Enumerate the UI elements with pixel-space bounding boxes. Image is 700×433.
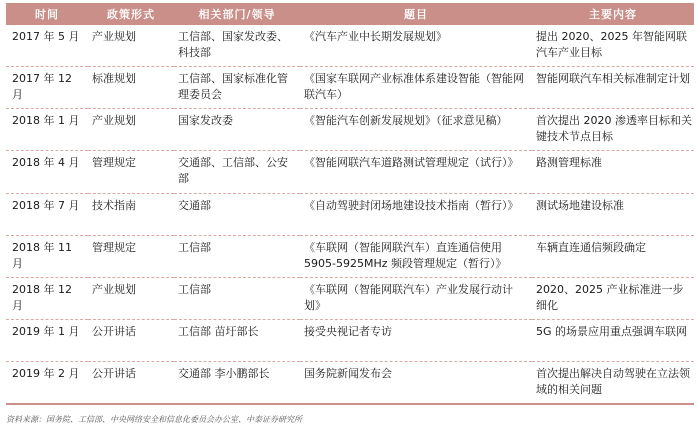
cell-department: 工信部、国家标准化管理委员会 (174, 67, 300, 109)
table-row (6, 236, 694, 278)
cell-title: 《车联网（智能网联汽车）直连通信使用 5905-5925MHz 频段管理规定（暂行）》 (300, 236, 532, 278)
cell-title: 接受央视记者专访 (300, 320, 532, 362)
table-row (6, 109, 694, 151)
cell-time: 2019 年 2 月 (6, 362, 88, 405)
table-header-row (6, 3, 694, 25)
cell-time: 2017 年 5 月 (6, 25, 88, 67)
policy-table (6, 3, 694, 405)
table-row (6, 278, 694, 320)
cell-main-content: 提出 2020、2025 年智能网联汽车产业目标 (532, 25, 694, 67)
table-row (6, 320, 694, 362)
table-row (6, 362, 694, 405)
header-policy-form: 政策形式 (88, 3, 174, 25)
cell-policy-form: 公开讲话 (88, 320, 174, 362)
cell-policy-form: 产业规划 (88, 278, 174, 320)
cell-department: 交通部、工信部、公安部 (174, 151, 300, 194)
cell-department: 国家发改委 (174, 109, 300, 151)
cell-title: 《国家车联网产业标准体系建设智能（智能网联汽车） (300, 67, 532, 109)
cell-department: 工信部 (174, 278, 300, 320)
table-row (6, 194, 694, 236)
cell-time: 2018 年 4 月 (6, 151, 88, 194)
table-row (6, 67, 694, 109)
cell-title: 《自动驾驶封闭场地建设技术指南（暂行）》 (300, 194, 532, 236)
header-time: 时间 (6, 3, 88, 25)
cell-department: 工信部 (174, 236, 300, 278)
cell-department: 工信部、国家发改委、科技部 (174, 25, 300, 67)
cell-main-content: 首次提出 2020 渗透率目标和关键技术节点目标 (532, 109, 694, 151)
cell-main-content: 车辆直连通信频段确定 (532, 236, 694, 278)
cell-title: 《智能汽车创新发展规划》（征求意见稿） (300, 109, 532, 151)
cell-department: 交通部 李小鹏部长 (174, 362, 300, 405)
source-note: 资料来源：国务院、工信部、中央网络安全和信息化委员会办公室、中泰证券研究所 (6, 415, 302, 424)
cell-main-content: 2020、2025 产业标准进一步细化 (532, 278, 694, 320)
cell-main-content: 5G 的场景应用重点强调车联网 (532, 320, 694, 362)
table-row (6, 25, 694, 67)
cell-time: 2018 年 12 月 (6, 278, 88, 320)
cell-main-content: 智能网联汽车相关标准制定计划 (532, 67, 694, 109)
cell-policy-form: 产业规划 (88, 109, 174, 151)
cell-department: 工信部 苗圩部长 (174, 320, 300, 362)
header-department: 相关部门/领导 (174, 3, 300, 25)
cell-title: 《智能网联汽车道路测试管理规定（试行）》 (300, 151, 532, 194)
cell-policy-form: 管理规定 (88, 236, 174, 278)
cell-time: 2017 年 12 月 (6, 67, 88, 109)
cell-main-content: 首次提出解决自动驾驶在立法领域的相关问题 (532, 362, 694, 405)
table-row (6, 151, 694, 194)
cell-title: 《车联网（智能网联汽车）产业发展行动计划》 (300, 278, 532, 320)
cell-time: 2018 年 11 月 (6, 236, 88, 278)
cell-main-content: 路测管理标准 (532, 151, 694, 194)
cell-policy-form: 产业规划 (88, 25, 174, 67)
cell-main-content: 测试场地建设标准 (532, 194, 694, 236)
cell-policy-form: 标准规划 (88, 67, 174, 109)
cell-policy-form: 管理规定 (88, 151, 174, 194)
cell-department: 交通部 (174, 194, 300, 236)
header-main-content: 主要内容 (532, 3, 694, 25)
policy-table-container (6, 3, 694, 405)
cell-title: 国务院新闻发布会 (300, 362, 532, 405)
cell-title: 《汽车产业中长期发展规划》 (300, 25, 532, 67)
cell-policy-form: 公开讲话 (88, 362, 174, 405)
cell-time: 2018 年 7 月 (6, 194, 88, 236)
cell-time: 2018 年 1 月 (6, 109, 88, 151)
cell-time: 2019 年 1 月 (6, 320, 88, 362)
cell-policy-form: 技术指南 (88, 194, 174, 236)
header-title: 题目 (300, 3, 532, 25)
